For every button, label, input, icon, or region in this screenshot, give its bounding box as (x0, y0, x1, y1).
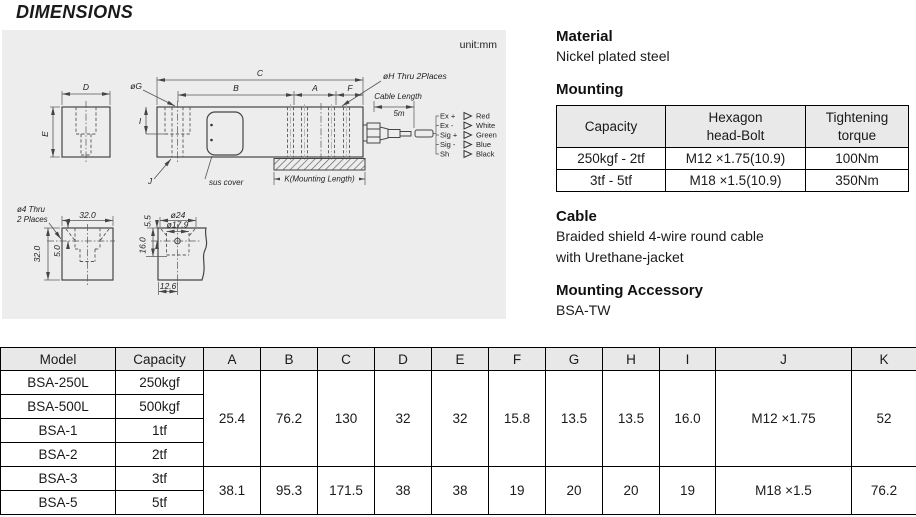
col-header-h: H (603, 348, 660, 371)
sus-cover-label: sus cover (209, 178, 244, 187)
cable-description-line2: with Urethane-jacket (556, 248, 684, 265)
col-header-i: I (660, 348, 716, 371)
dim-value-cell-c: 171.5 (318, 467, 375, 515)
table-row (1, 467, 916, 491)
dimension-drawing (0, 28, 510, 321)
mounting-bolt-cell: M18 ×1.5(10.9) (666, 170, 806, 192)
phi4-label-line1: ø4 Thru (17, 205, 46, 214)
capacity-cell: 3tf (116, 467, 204, 491)
dim-value-cell-e: 38 (432, 467, 489, 515)
dim-value-cell-d: 32 (375, 371, 432, 467)
dim-value-cell-k: 76.2 (852, 467, 916, 515)
mounting-col-bolt-line1: Hexagon (708, 110, 763, 126)
col-header-model: Model (1, 348, 116, 371)
specs-column (556, 28, 914, 335)
col-header-c: C (318, 348, 375, 371)
col-header-capacity: Capacity (116, 348, 204, 371)
wire-signal-label: Ex + (440, 111, 456, 121)
mounting-col-bolt (666, 106, 806, 148)
mounting-torque-cell: 350Nm (806, 170, 909, 192)
unit-label: unit:mm (459, 39, 497, 51)
col-header-k: K (852, 348, 916, 371)
phi4-label-line2: 2 Places (17, 215, 48, 224)
mounting-capacity-cell: 250kgf - 2tf (557, 148, 666, 170)
mounting-table (556, 105, 909, 192)
dim-label-b: B (233, 83, 239, 93)
material-heading: Material (556, 28, 613, 45)
dim-label-e: E (40, 131, 50, 137)
dim-value-cell-g: 20 (546, 467, 603, 515)
dim-value-cell-j: M18 ×1.5 (716, 467, 852, 515)
mounting-bolt-cell: M12 ×1.75(10.9) (666, 148, 806, 170)
dim-value-cell-j: M12 ×1.75 (716, 371, 852, 467)
dim-value-cell-e: 32 (432, 371, 489, 467)
col-header-g: G (546, 348, 603, 371)
cover-screw-dot (210, 124, 213, 127)
cover-screw-dot (210, 139, 213, 142)
model-cell: BSA-250L (1, 371, 116, 395)
mounting-row (557, 170, 909, 192)
material-value: Nickel plated steel (556, 48, 670, 64)
page-title: DIMENSIONS (16, 2, 134, 22)
wire-signal-label: Ex - (440, 121, 454, 130)
mounting-accessory-value: BSA-TW (556, 301, 611, 318)
wire-color-name: Red (476, 111, 490, 121)
col-header-a: A (204, 348, 261, 371)
dim-value-cell-f: 19 (489, 467, 546, 515)
col-header-d: D (375, 348, 432, 371)
dim-label-c: C (256, 68, 264, 78)
cable-description-line1: Braided shield 4-wire round cable (556, 228, 764, 245)
k-mounting-length-label: K(Mounting Length) (284, 174, 355, 184)
dim-160: 16.0 (137, 237, 148, 254)
dim-boss-dia: ø24 (170, 210, 186, 220)
mounting-capacity-cell: 3tf - 5tf (557, 170, 666, 192)
wire-color-name: Blue (476, 140, 492, 149)
mounting-col-torque (806, 106, 909, 148)
dim-value-cell-d: 38 (375, 467, 432, 515)
dim-55: 5.5 (142, 215, 153, 227)
dimensions-header-row (1, 348, 916, 371)
model-cell: BSA-1 (1, 419, 116, 443)
model-cell: BSA-2 (1, 443, 116, 467)
dim-label-g: øG (130, 81, 142, 91)
dim-value-cell-b: 95.3 (261, 467, 318, 515)
dim-value-cell-g: 13.5 (546, 371, 603, 467)
wire-signal-label: Sig + (440, 130, 458, 140)
dim-5-offset: 5.0 (52, 245, 62, 257)
dim-value-cell-i: 16.0 (660, 371, 716, 467)
mounting-torque-cell: 100Nm (806, 148, 909, 170)
dim-label-i: I (138, 116, 142, 126)
dim-label-h: øH Thru 2Places (383, 71, 447, 81)
dim-value-cell-a: 38.1 (204, 467, 261, 515)
mounting-col-capacity: Capacity (557, 106, 666, 148)
mounting-row (557, 148, 909, 170)
mounting-heading: Mounting (556, 81, 624, 99)
dim-value-cell-k: 52 (852, 371, 916, 467)
col-header-f: F (489, 348, 546, 371)
mounting-col-bolt-line2: head-Bolt (706, 127, 765, 143)
mounting-surface-hatch (274, 159, 365, 171)
dimensions-table (0, 347, 916, 515)
dim-label-d: D (82, 82, 90, 92)
model-cell: BSA-500L (1, 395, 116, 419)
model-cell: BSA-3 (1, 467, 116, 491)
wire-color-name: Black (476, 149, 495, 159)
capacity-cell: 5tf (116, 491, 204, 515)
dim-label-a: A (312, 83, 318, 93)
mounting-col-torque-line1: Tightening (825, 110, 889, 126)
table-row (1, 371, 916, 395)
dim-32-height: 32.0 (32, 245, 42, 263)
dim-value-cell-h: 20 (603, 467, 660, 515)
dim-value-cell-i: 19 (660, 467, 716, 515)
dim-label-j: J (147, 176, 153, 186)
cable-length-value: 5m (393, 109, 405, 118)
cable-heading: Cable (556, 208, 597, 226)
capacity-cell: 1tf (116, 419, 204, 443)
capacity-cell: 500kgf (116, 395, 204, 419)
dim-value-cell-h: 13.5 (603, 371, 660, 467)
cable-description (556, 226, 914, 267)
wire-color-name: White (476, 121, 496, 130)
dim-value-cell-c: 130 (318, 371, 375, 467)
col-header-e: E (432, 348, 489, 371)
dim-32-width: 32.0 (79, 210, 96, 220)
col-header-j: J (716, 348, 852, 371)
dim-label-f: F (347, 83, 353, 93)
cable-length-label: Cable Length (374, 92, 422, 101)
dim-126: 12.6 (159, 281, 177, 291)
dim-value-cell-f: 15.8 (489, 371, 546, 467)
col-header-b: B (261, 348, 318, 371)
mounting-accessory-heading: Mounting Accessory (556, 281, 703, 299)
dim-value-cell-a: 25.4 (204, 371, 261, 467)
wire-signal-label: Sig - (440, 140, 456, 149)
capacity-cell: 250kgf (116, 371, 204, 395)
capacity-cell: 2tf (116, 443, 204, 467)
dim-bore-dia: ø17.9 (166, 219, 189, 230)
wire-signal-label: Sh (440, 149, 450, 159)
model-cell: BSA-5 (1, 491, 116, 515)
wire-color-name: Green (476, 130, 497, 140)
dim-value-cell-b: 76.2 (261, 371, 318, 467)
mounting-col-torque-line2: torque (837, 127, 877, 143)
